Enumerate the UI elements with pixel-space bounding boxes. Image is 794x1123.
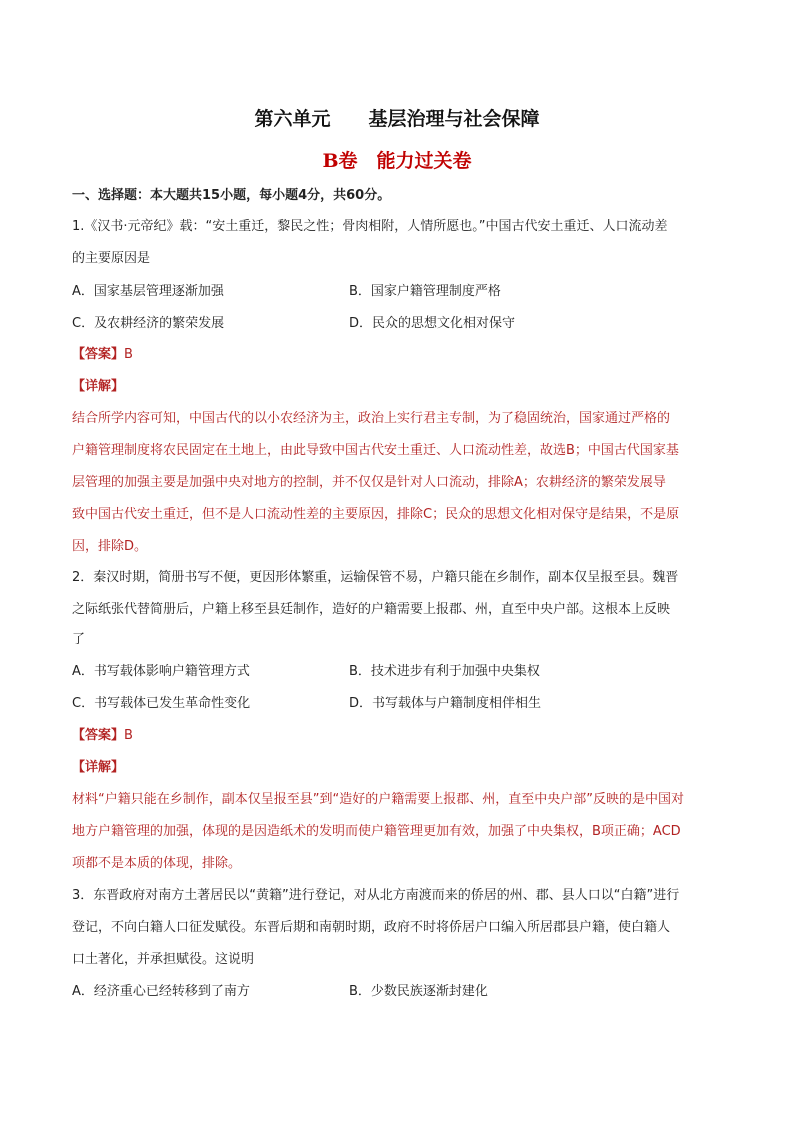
question-3-stem-line-1: 3．东晋政府对南方土著居民以“黄籍”进行登记，对从北方南渡而来的侨居的州、郡、县人口以“白籍”进行 [72,888,680,903]
question-2-explanation-line-2: 地方户籍管理的加强，体现的是因造纸术的发明而使户籍管理更加有效，加强了中央集权，B项正确；ACD [72,824,681,839]
question-1-option-a: A．国家基层管理逐渐加强 [72,284,224,299]
answer-label: 【答案】 [72,728,125,743]
section-heading: 一、选择题：本大题共15小题，每小题4分，共60分。 [72,188,391,203]
unit-title: 第六单元 基层治理与社会保障 [254,108,540,130]
question-1-stem-line-2: 的主要原因是 [72,251,151,266]
question-2-explanation-line-3: 项都不是本质的体现，排除。 [72,856,242,871]
question-2-option-d: D．书写载体与户籍制度相伴相生 [349,696,542,711]
question-2-option-b: B．技术进步有利于加强中央集权 [349,664,540,679]
question-2-option-c: C．书写载体已发生革命性变化 [72,696,251,711]
question-1-explanation-line-5: 因，排除D。 [72,539,148,554]
question-2-answer [72,726,133,746]
question-1-stem-line-1: 1.《汉书·元帝纪》载：“安土重迁，黎民之性；骨肉相附，人情所愿也。”中国古代安土重迁、人口流动差 [72,219,668,234]
question-2-stem-line-3: 了 [72,632,86,647]
question-1-explanation-line-4: 致中国古代安土重迁，但不是人口流动性差的主要原因，排除C；民众的思想文化相对保守是结果，不是原 [72,507,680,522]
question-2-detail-label: 【详解】 [72,760,125,775]
question-1-explanation-line-3: 层管理的加强主要是加强中央对地方的控制，并不仅仅是针对人口流动，排除A；农耕经济的繁荣发展导 [72,475,666,490]
answer-label: 【答案】 [72,347,125,362]
paper-subtitle: B卷 能力过关卷 [322,150,472,172]
question-2-stem-line-2: 之际纸张代替简册后，户籍上移至县廷制作，造好的户籍需要上报郡、州，直至中央户部。这根本上反映 [72,602,671,617]
question-3-stem-line-3: 口土著化，并承担赋役。这说明 [72,952,255,967]
answer-value: B [124,347,133,362]
question-1-detail-label: 【详解】 [72,379,125,394]
question-1-explanation-line-2: 户籍管理制度将农民固定在土地上，由此导致中国古代安土重迁、人口流动性差，故选B；中国古代国家基 [72,443,679,458]
question-1-option-d: D．民众的思想文化相对保守 [349,316,516,331]
question-2-explanation-line-1: 材料“户籍只能在乡制作，副本仅呈报至县”到“造好的户籍需要上报郡、州，直至中央户部”反映的是中国对 [72,792,684,807]
answer-value: B [124,728,133,743]
question-2-stem-line-1: 2．秦汉时期，简册书写不便，更因形体繁重，运输保管不易，户籍只能在乡制作，副本仅呈报至县。魏晋 [72,570,679,585]
question-3-option-a: A．经济重心已经转移到了南方 [72,984,250,999]
question-3-option-b: B．少数民族逐渐封建化 [349,984,488,999]
question-1-explanation-line-1: 结合所学内容可知，中国古代的以小农经济为主，政治上实行君主专制，为了稳固统治，国家通过严格的 [72,411,671,426]
question-1-option-c: C．及农耕经济的繁荣发展 [72,316,225,331]
question-1-option-b: B．国家户籍管理制度严格 [349,284,501,299]
question-1-answer [72,345,133,365]
question-3-stem-line-2: 登记，不向白籍人口征发赋役。东晋后期和南朝时期，政府不时将侨居户口编入所居郡县户籍，使白籍人 [72,920,671,935]
question-2-option-a: A．书写载体影响户籍管理方式 [72,664,250,679]
